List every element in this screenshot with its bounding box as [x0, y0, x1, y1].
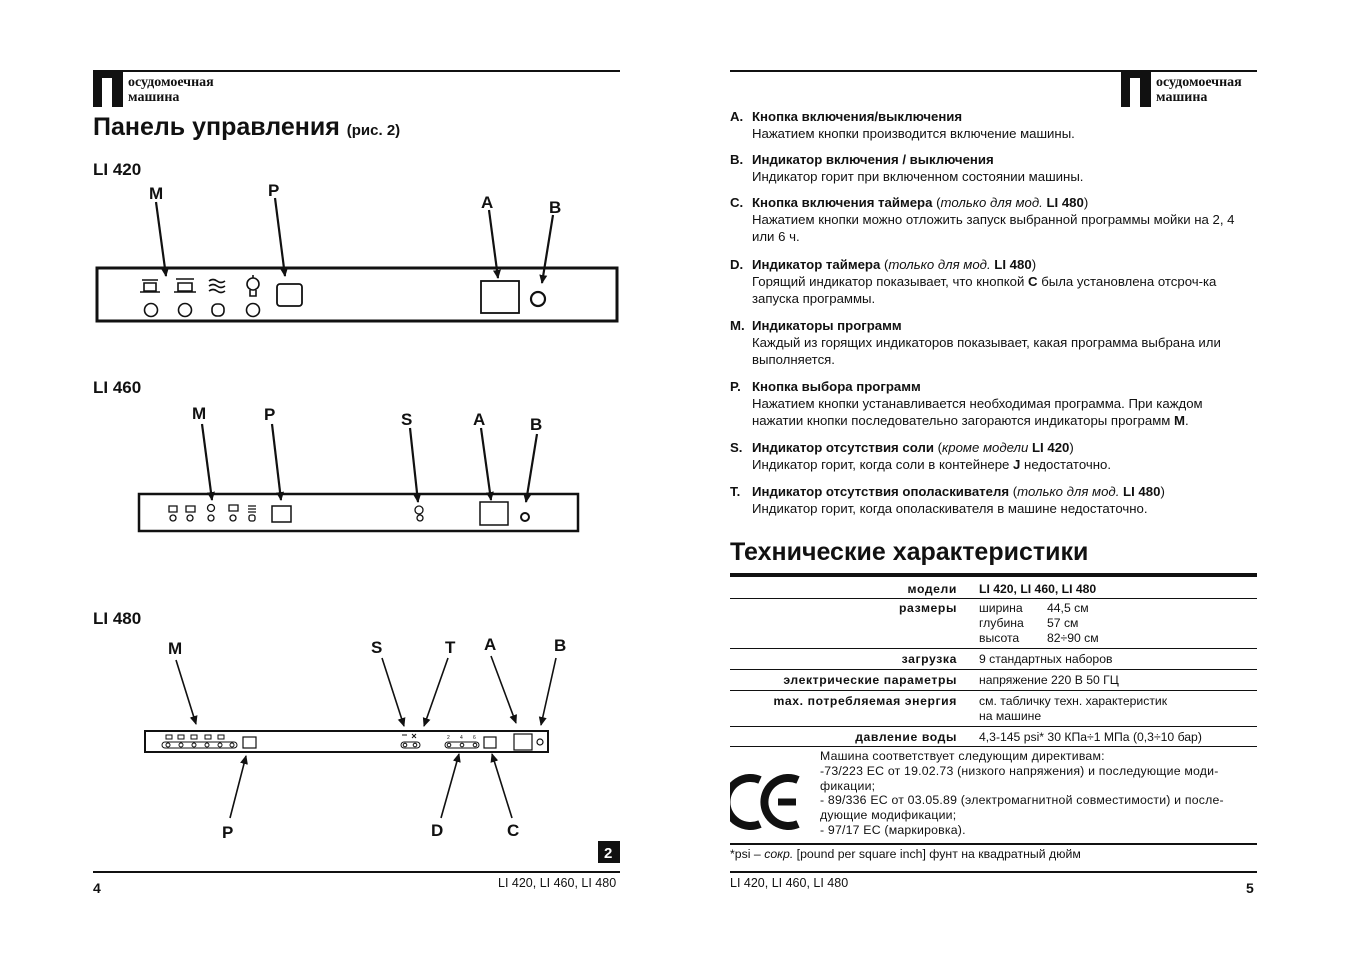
size-values	[979, 601, 1099, 646]
psi-footnote	[730, 847, 1081, 861]
item-text-pre: Индикатор горит, когда соли в контейнере	[752, 457, 1014, 472]
callout-p-li460: P	[264, 405, 276, 424]
note-open: (	[936, 195, 941, 210]
power-led-li480	[537, 739, 543, 745]
figure-number: 2	[604, 845, 613, 862]
model-label-li460: LI 460	[93, 378, 142, 397]
arrow-s-li480	[382, 658, 404, 726]
program-icon-casserole	[174, 279, 196, 292]
size-height	[979, 631, 1099, 646]
item-text-post: .	[1185, 413, 1189, 428]
program-indicators-li460	[169, 505, 256, 522]
callout-b-li460: B	[530, 415, 543, 434]
tech-specs-title: Технические характеристики	[730, 538, 1089, 566]
brand-logo-mark-right	[1121, 71, 1151, 107]
program-icon-pot	[169, 506, 177, 521]
footnote-pre: *psi –	[730, 847, 765, 861]
right-footer-rule	[730, 871, 1257, 873]
salt-rinse-indicators-li480	[401, 734, 420, 748]
brand-line-2: машина	[128, 90, 180, 105]
callout-m-li460: M	[192, 404, 207, 423]
item-title: Индикатор таймера	[752, 257, 881, 272]
arrow-s-li460	[410, 428, 418, 502]
dim-label: глубина	[979, 616, 1024, 630]
ce-line: дующие модификации;	[820, 808, 957, 823]
item-text-post: была установлена отсроч-ка запуска программы.	[752, 274, 1217, 306]
ce-line: -73/223 ЕС от 19.02.73 (низкого напряжения) и последующие моди-	[820, 763, 1219, 778]
size-width	[979, 601, 1099, 616]
item-letter: P.	[730, 379, 741, 394]
callout-s-li460: S	[401, 410, 413, 429]
arrow-a-li480	[491, 656, 516, 723]
callout-s-li480: S	[371, 638, 383, 657]
program-icon-casserole	[186, 506, 195, 521]
item-text-bold: C	[1028, 274, 1038, 289]
footer-models-right: LI 420, LI 460, LI 480	[730, 876, 849, 890]
dim-label: ширина	[979, 601, 1023, 615]
item-text	[730, 456, 1257, 473]
callout-p-li480: P	[222, 823, 234, 842]
footnote-abbr: сокр.	[764, 847, 794, 861]
note-italic: только для мод.	[1017, 484, 1120, 499]
model-label-li480: LI 480	[93, 609, 142, 628]
power-led-li460	[521, 513, 529, 521]
note-close: )	[1069, 440, 1074, 455]
note-model: LI 480	[994, 257, 1032, 272]
callout-c-li480: C	[507, 821, 520, 840]
program-icon-rinse	[209, 280, 225, 293]
spec-row-models	[730, 573, 1257, 599]
note-open: (	[883, 257, 889, 272]
spec-label: загрузка	[901, 652, 957, 666]
note-close: )	[1031, 257, 1037, 272]
arrow-b-li460	[526, 434, 537, 502]
legend-item-s	[730, 439, 1257, 473]
salt-indicator-li460	[415, 506, 423, 521]
power-line-1: см. табличку техн. характеристик	[979, 694, 1168, 708]
timer-button-li480	[484, 737, 496, 748]
dim-value: 44,5 см	[1047, 601, 1089, 615]
page-number-left: 4	[93, 880, 101, 896]
arrow-p-li480	[230, 756, 246, 818]
spec-value: 9 стандартных наборов	[979, 652, 1113, 666]
spec-label: электрические параметры	[783, 673, 957, 687]
item-title: Индикатор отсутствия ополаскивателя	[752, 484, 1010, 499]
item-title: Индикатор включения / выключения	[752, 152, 994, 167]
ce-mark-icon	[730, 772, 804, 832]
power-button-li460	[480, 502, 508, 525]
spec-label: давление воды	[855, 730, 957, 744]
program-button-li460	[272, 506, 291, 522]
ce-line: - 97/17 ЕС (маркировка).	[820, 822, 966, 837]
item-text: Каждый из горящих индикаторов показывает, какая программа выбрана или выполняется.	[752, 335, 1221, 367]
arrow-m-li420	[156, 202, 166, 276]
program-led-2	[179, 304, 192, 317]
item-letter: T.	[730, 484, 741, 499]
program-led-strip	[162, 742, 237, 748]
ce-directives-text	[820, 749, 1257, 838]
note-close: )	[1160, 484, 1165, 499]
brand-line-1: осудомоечная	[1156, 75, 1242, 90]
ce-line: фикации;	[820, 778, 876, 793]
legend-item-p	[730, 378, 1257, 429]
panel-li460-body	[139, 494, 578, 531]
item-title: Индикаторы программ	[752, 318, 902, 333]
item-letter: S.	[730, 440, 743, 455]
brand-line-1: осудомоечная	[128, 75, 214, 90]
spec-label: модели	[907, 582, 957, 596]
spec-value: LI 420, LI 460, LI 480	[979, 582, 1097, 596]
program-button-li420	[277, 284, 302, 306]
note-italic: только для мод.	[940, 195, 1043, 210]
program-button-li480	[243, 737, 256, 748]
spec-ce-divider	[730, 746, 1257, 747]
item-text-pre: Нажатием кнопки устанавливается необходимая программа. При каждом нажатии кнопки последовательно загораются индикаторы программ	[752, 396, 1203, 428]
arrow-b-li480	[541, 658, 556, 725]
note-open: (	[1012, 484, 1018, 499]
arrow-t-li480	[424, 658, 448, 726]
arrow-p-li420	[275, 198, 285, 276]
ce-line: - 89/336 ЕС от 03.05.89 (электромагнитной совместимости) и после-	[820, 793, 1224, 808]
left-footer-rule	[93, 871, 620, 873]
power-line-2: на машине	[979, 709, 1042, 723]
program-led-1	[145, 304, 158, 317]
note-model: LI 480	[1123, 484, 1161, 499]
program-led-3	[212, 304, 224, 316]
arrow-m-li460	[202, 424, 212, 500]
panel-li420-body	[97, 268, 617, 321]
ce-line: Машина соответствует следующим директивам:	[820, 749, 1105, 763]
note-model: LI 480	[1046, 195, 1084, 210]
legend-item-c	[730, 194, 1257, 245]
item-text: Индикатор горит, когда ополаскивателя в машине недостаточно.	[752, 501, 1148, 516]
model-label-li420: LI 420	[93, 160, 142, 179]
program-icon-bulb	[208, 505, 215, 522]
legend-item-t	[730, 483, 1257, 517]
timer-mark-6: 6	[473, 735, 476, 741]
power-button-li420	[481, 281, 519, 313]
item-text-post: недостаточно.	[1020, 457, 1112, 472]
item-letter: C.	[730, 195, 744, 210]
spec-value: напряжение 220 В 50 ГЦ	[979, 673, 1119, 687]
callout-m-li420: M	[149, 184, 164, 203]
timer-indicators-li480	[445, 742, 479, 748]
program-icon-bulb	[247, 275, 259, 296]
program-indicators-li420	[140, 275, 260, 317]
item-text: Индикатор горит при включенном состоянии машины.	[752, 169, 1084, 184]
callout-m-li480: M	[168, 639, 183, 658]
legend-item-m	[730, 317, 1257, 368]
program-icon-pot	[140, 280, 160, 292]
note-italic: кроме модели	[942, 440, 1029, 455]
callout-p-li420: P	[268, 181, 280, 200]
arrow-p-li460	[272, 424, 281, 500]
title-text: Панель управления	[93, 113, 340, 141]
spec-row-load	[730, 648, 1257, 669]
item-text-bold: J	[1013, 457, 1021, 472]
panel-li460	[139, 404, 578, 531]
spec-row-power	[730, 690, 1257, 726]
callout-d-li480: D	[431, 821, 444, 840]
right-header-rule	[730, 70, 1257, 72]
item-text	[730, 395, 1257, 429]
item-title: Кнопка выбора программ	[752, 379, 921, 394]
figure-ref: (рис. 2)	[346, 122, 401, 139]
timer-mark-4: 4	[460, 735, 463, 741]
item-text-pre: Горящий индикатор показывает, что кнопкой	[752, 274, 1029, 289]
item-letter: D.	[730, 257, 744, 272]
item-letter: B.	[730, 152, 744, 167]
footnote-rule	[730, 843, 1257, 845]
item-title: Индикатор отсутствия соли	[752, 440, 934, 455]
brand-text-right	[1156, 75, 1242, 105]
callout-t-li480: T	[445, 638, 456, 657]
program-icon-rinse	[248, 506, 256, 521]
panel-li480	[145, 635, 566, 842]
dim-value: 82÷90 см	[1047, 631, 1099, 645]
legend-item-b	[730, 151, 1257, 185]
program-icon-dish	[229, 505, 238, 521]
dim-value: 57 см	[1047, 616, 1079, 630]
callout-a-li420: A	[481, 193, 494, 212]
note-model: LI 420	[1031, 440, 1070, 455]
spec-row-size	[730, 598, 1257, 647]
arrow-b-li420	[542, 215, 553, 283]
note-open: (	[937, 440, 943, 455]
item-text	[730, 273, 1257, 307]
callout-b-li420: B	[549, 198, 562, 217]
item-letter: M.	[730, 318, 745, 333]
brand-line-2: машина	[1156, 90, 1208, 105]
item-title: Кнопка включения/выключения	[752, 109, 963, 124]
timer-mark-2: 2	[447, 735, 450, 741]
spec-value	[979, 694, 1167, 724]
spec-label: размеры	[899, 601, 957, 615]
arrow-d-li480	[441, 754, 459, 818]
spec-row-electrical	[730, 669, 1257, 690]
power-led-li420	[531, 292, 545, 306]
program-indicators-li480	[162, 735, 237, 748]
note-italic: только для мод.	[888, 257, 991, 272]
footnote-post: [pound per square inch] фунт на квадратный дюйм	[793, 847, 1081, 861]
item-text: Нажатием кнопки можно отложить запуск выбранной программы мойки на 2, 4 или 6 ч.	[752, 212, 1235, 244]
item-letter: A.	[730, 109, 744, 124]
callout-b-li480: B	[554, 636, 567, 655]
arrow-a-li460	[481, 428, 491, 500]
legend-item-d	[730, 256, 1257, 307]
item-text: Нажатием кнопки производится включение машины.	[752, 126, 1075, 141]
callout-a-li460: A	[473, 410, 486, 429]
panel-li420	[97, 181, 617, 321]
arrow-m-li480	[176, 660, 196, 724]
spec-label: max. потребляемая энергия	[773, 694, 957, 708]
legend-item-a	[730, 108, 1257, 142]
footer-models-left: LI 420, LI 460, LI 480	[498, 876, 617, 890]
power-button-li480	[514, 734, 532, 750]
dim-label: высота	[979, 631, 1020, 645]
arrow-c-li480	[492, 754, 512, 818]
spec-value: 4,3-145 psi* 30 КПа÷1 МПа (0,3÷10 бар)	[979, 730, 1202, 744]
page-number-right: 5	[1246, 880, 1254, 896]
note-close: )	[1083, 195, 1089, 210]
callout-a-li480: A	[484, 635, 497, 654]
spec-row-water	[730, 726, 1257, 746]
item-text-bold: M	[1174, 413, 1186, 428]
item-title: Кнопка включения таймера	[752, 195, 933, 210]
program-led-4	[247, 304, 260, 317]
size-depth	[979, 616, 1099, 631]
